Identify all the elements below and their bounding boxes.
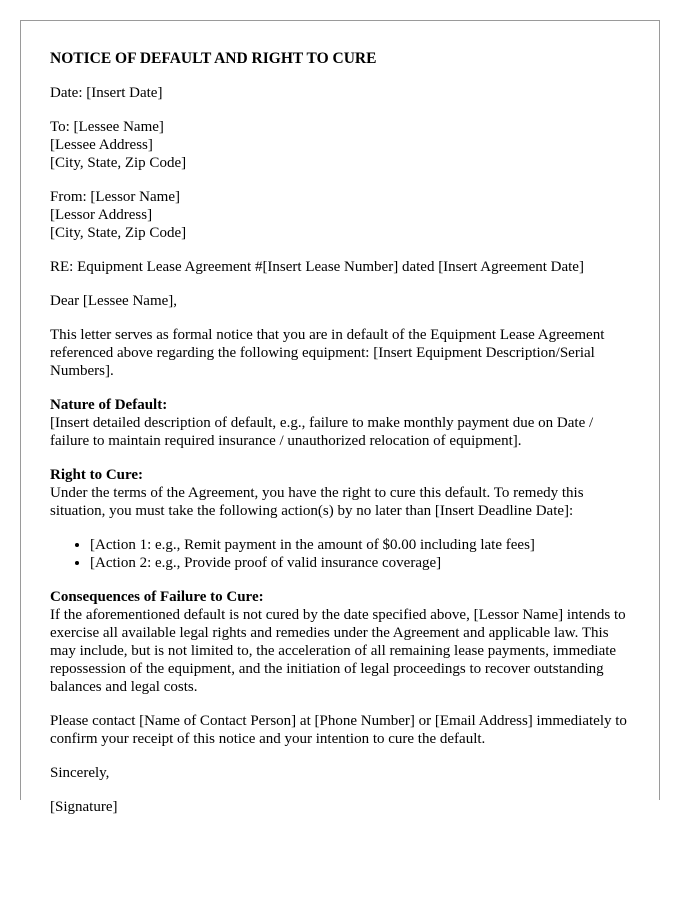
to-address: [Lessee Address] <box>50 137 153 153</box>
consequences-section <box>50 588 635 696</box>
cure-section <box>50 466 635 520</box>
letter-page <box>20 20 660 815</box>
nature-section <box>50 396 635 450</box>
nature-text: [Insert detailed description of default, e.g., failure to make monthly payment due on Date / failure to maintain required insurance / unauthorized relocation of equipment]. <box>50 415 594 449</box>
intro-paragraph: This letter serves as formal notice that you are in default of the Equipment Lease Agreement referenced above regarding the following equipment: [Insert Equipment Description/Serial Numbers]. <box>50 327 605 379</box>
from-block <box>50 188 635 242</box>
notice-title: NOTICE OF DEFAULT AND RIGHT TO CURE <box>50 50 377 67</box>
to-block <box>50 118 635 172</box>
list-item: • [Action 2: e.g., Provide proof of valid insurance coverage] <box>90 554 635 572</box>
from-name: From: [Lessor Name] <box>50 189 180 205</box>
from-address: [Lessor Address] <box>50 207 153 223</box>
cure-heading: Right to Cure: <box>50 467 144 483</box>
re-line: RE: Equipment Lease Agreement #[Insert Lease Number] dated [Insert Agreement Date] <box>50 259 584 275</box>
closing: Sincerely, <box>50 765 110 781</box>
from-city: [City, State, Zip Code] <box>50 225 187 241</box>
cure-text: Under the terms of the Agreement, you have the right to cure this default. To remedy this situation, you must take the following action(s) by no later than [Insert Deadline Date]: <box>50 485 584 519</box>
to-city: [City, State, Zip Code] <box>50 155 187 171</box>
consequences-heading: Consequences of Failure to Cure: <box>50 589 264 605</box>
consequences-text: If the aforementioned default is not cured by the date specified above, [Lessor Name] intends to exercise all available legal rights and remedies under the Agreement and applicable law. This may include, but is not limited to, the acceleration of all remaining lease payments, immediate repossession of the equipment, and the initiation of legal proceedings to recover outstanding balances and legal costs. <box>50 607 626 695</box>
action-list <box>50 536 635 572</box>
salutation: Dear [Lessee Name], <box>50 293 178 309</box>
signature: [Signature] <box>50 799 118 815</box>
date-line: Date: [Insert Date] <box>50 85 163 101</box>
to-name: To: [Lessee Name] <box>50 119 164 135</box>
contact-paragraph: Please contact [Name of Contact Person] at [Phone Number] or [Email Address] immediately to confirm your receipt of this notice and your intention to cure the default. <box>50 713 627 747</box>
nature-heading: Nature of Default: <box>50 397 168 413</box>
letter-content <box>50 50 635 832</box>
list-item: • [Action 1: e.g., Remit payment in the amount of $0.00 including late fees] <box>90 536 635 554</box>
